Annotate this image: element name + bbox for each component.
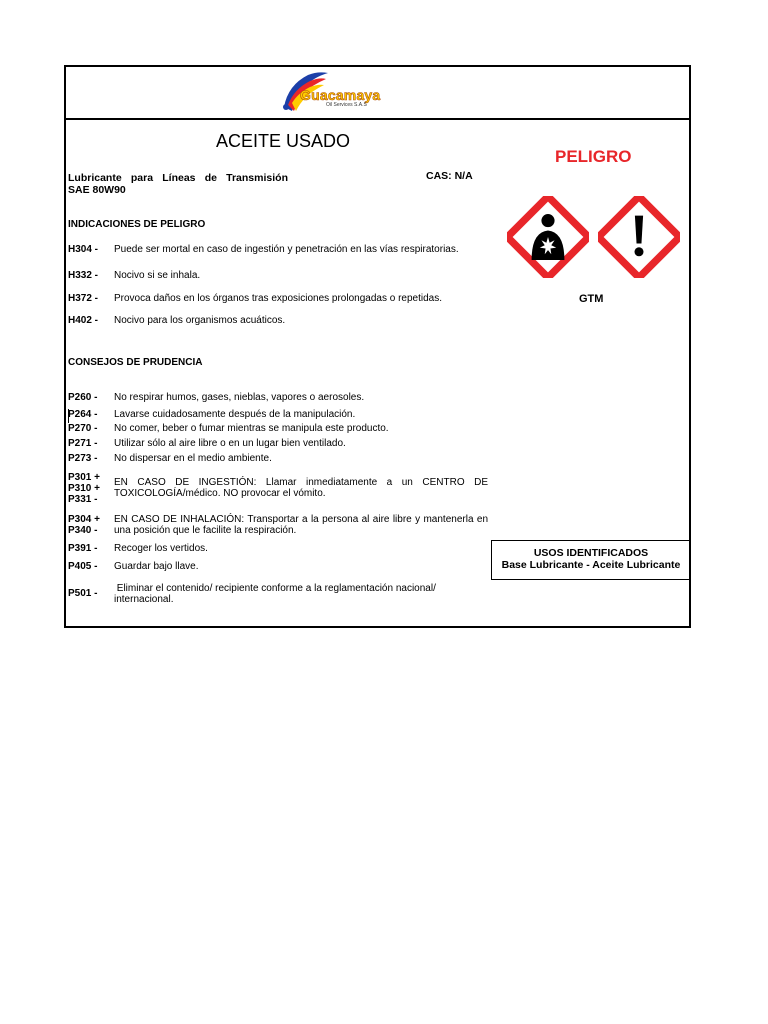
precaution-code: P271 - — [68, 438, 98, 449]
brand-subtitle: Oil Services S.A.S — [326, 102, 367, 108]
health-hazard-icon — [507, 196, 589, 278]
safety-label — [64, 65, 691, 628]
precaution-text: Utilizar sólo al aire libre o en un lugar bien ventilado. — [114, 438, 346, 449]
precaution-text: Recoger los vertidos. — [114, 543, 208, 554]
precaution-code: P501 - — [68, 588, 98, 599]
hazard-text: Puede ser mortal en caso de ingestión y penetración en las vías respiratorias. — [114, 244, 459, 255]
product-description: Lubricante para Líneas de Transmisión — [68, 172, 288, 184]
precaution-text: No comer, beber o fumar mientras se manipula este producto. — [114, 423, 389, 434]
hazard-code: H402 - — [68, 315, 99, 326]
precaution-code: P301 + P310 + P331 - — [68, 472, 100, 505]
precaution-text: EN CASO DE INGESTIÓN: Llamar inmediatamente a un CENTRO DE TOXICOLOGÍA/médico. NO provocar el vómito. — [114, 477, 488, 499]
precaution-code: P264 - — [68, 409, 98, 420]
precaution-code: P270 - — [68, 423, 98, 434]
brand-logo — [274, 67, 400, 115]
precaution-text: Guardar bajo llave. — [114, 561, 199, 572]
precaution-code: P405 - — [68, 561, 98, 572]
precaution-text: Eliminar el contenido/ recipiente conforme a la reglamentación nacional/ internacional. — [114, 583, 439, 605]
hazard-code: H372 - — [68, 293, 99, 304]
precaution-code: P391 - — [68, 543, 98, 554]
hazard-code: H332 - — [68, 270, 99, 281]
hazard-section-title: INDICACIONES DE PELIGRO — [68, 219, 206, 230]
cas-number: CAS: N/A — [426, 170, 473, 182]
hazard-text: Nocivo para los organismos acuáticos. — [114, 315, 286, 326]
precaution-text: No dispersar en el medio ambiente. — [114, 453, 272, 464]
exclamation-mark-icon — [598, 196, 680, 278]
precaution-text: EN CASO DE INHALACIÓN: Transportar a la persona al aire libre y mantenerla en una posición que le facilite la respiración. — [114, 514, 488, 536]
identified-uses-title: USOS IDENTIFICADOS — [533, 547, 649, 559]
precaution-section-title: CONSEJOS DE PRUDENCIA — [68, 357, 203, 368]
identified-uses-value: Base Lubricante - Aceite Lubricante — [501, 559, 681, 571]
precaution-code: P260 - — [68, 392, 98, 403]
precaution-code: P273 - — [68, 453, 98, 464]
brand-name: Guacamaya — [300, 87, 381, 103]
product-grade: SAE 80W90 — [68, 184, 126, 196]
hazard-text: Nocivo si se inhala. — [114, 270, 201, 281]
hazard-text: Provoca daños en los órganos tras exposiciones prolongadas o repetidas. — [114, 293, 442, 304]
precaution-code: P304 + P340 - — [68, 514, 100, 536]
precaution-text: No respirar humos, gases, nieblas, vapores o aerosoles. — [114, 392, 365, 403]
transport-label: GTM — [579, 293, 604, 305]
page-title: ACEITE USADO — [216, 131, 351, 151]
label-header — [66, 67, 689, 120]
precaution-text: Lavarse cuidadosamente después de la manipulación. — [114, 409, 356, 420]
signal-word: PELIGRO — [555, 147, 632, 166]
identified-uses-box — [491, 540, 691, 580]
hazard-code: H304 - — [68, 244, 99, 255]
